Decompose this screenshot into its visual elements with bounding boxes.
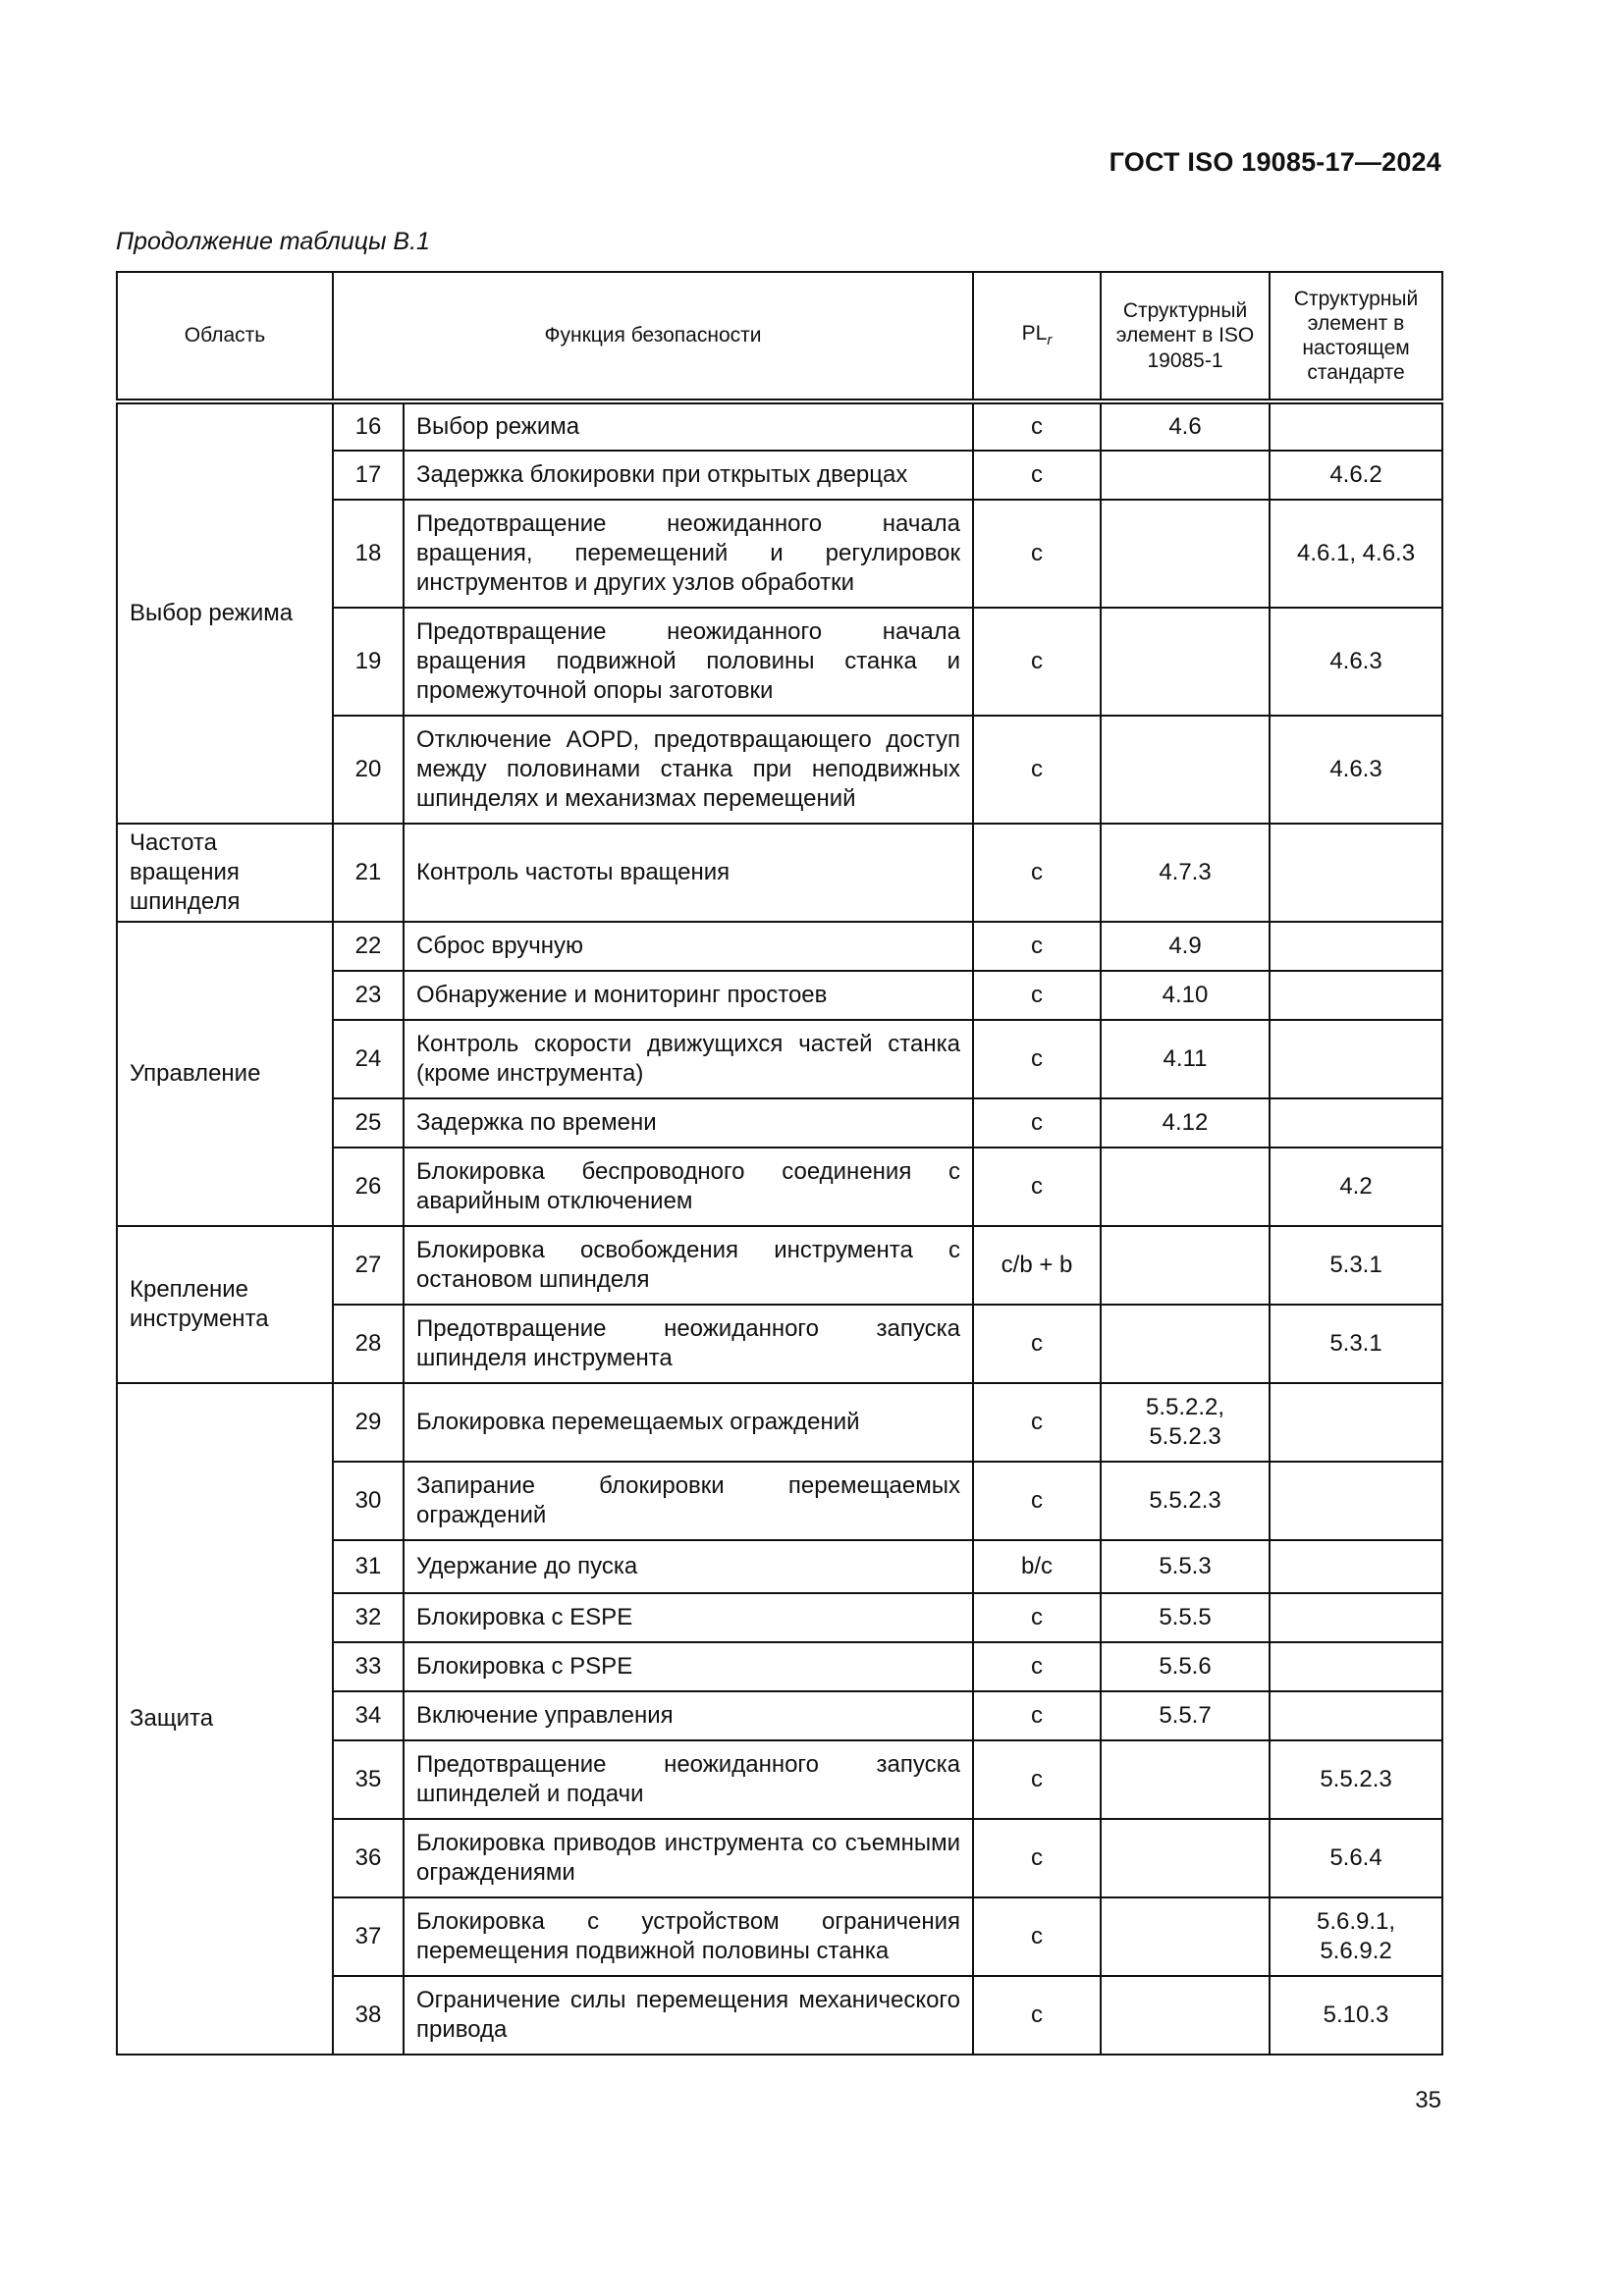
row-number-cell: 18 [333, 500, 404, 608]
column-header-pl [973, 272, 1101, 401]
pl-cell: c [973, 451, 1101, 500]
iso-ref-cell [1101, 1148, 1270, 1226]
pl-cell: c/b + b [973, 1226, 1101, 1305]
std-ref-cell [1270, 1593, 1442, 1642]
iso-ref-cell: 4.6 [1101, 401, 1270, 451]
row-number-cell: 17 [333, 451, 404, 500]
std-ref-cell: 5.3.1 [1270, 1305, 1442, 1383]
function-cell: Включение управления [404, 1691, 973, 1740]
pl-cell: c [973, 1020, 1101, 1098]
function-cell: Запирание блокировки перемещаемых ограждений [404, 1462, 973, 1540]
std-ref-cell [1270, 1383, 1442, 1462]
iso-ref-cell: 5.5.2.2, 5.5.2.3 [1101, 1383, 1270, 1462]
function-cell: Предотвращение неожиданного начала вращения, перемещений и регулировок инструментов и других узлов обработки [404, 500, 973, 608]
iso-ref-cell [1101, 1305, 1270, 1383]
function-cell: Контроль частоты вращения [404, 824, 973, 922]
function-cell: Предотвращение неожиданного запуска шпинделей и подачи [404, 1740, 973, 1819]
pl-cell: c [973, 971, 1101, 1020]
iso-ref-cell [1101, 451, 1270, 500]
function-cell: Предотвращение неожиданного запуска шпинделя инструмента [404, 1305, 973, 1383]
table-row [117, 1383, 1442, 1462]
pl-cell: b/c [973, 1540, 1101, 1593]
pl-cell: c [973, 922, 1101, 971]
std-ref-cell: 5.10.3 [1270, 1976, 1442, 2055]
row-number-cell: 20 [333, 716, 404, 824]
iso-ref-cell: 5.5.7 [1101, 1691, 1270, 1740]
function-cell: Обнаружение и мониторинг простоев [404, 971, 973, 1020]
iso-ref-cell [1101, 1897, 1270, 1976]
function-cell: Задержка блокировки при открытых дверцах [404, 451, 973, 500]
iso-ref-cell [1101, 1976, 1270, 2055]
std-ref-cell [1270, 1020, 1442, 1098]
pl-cell: c [973, 1819, 1101, 1897]
std-ref-cell: 5.3.1 [1270, 1226, 1442, 1305]
std-ref-cell [1270, 1642, 1442, 1691]
area-cell: Крепление инструмента [117, 1226, 333, 1383]
function-cell: Задержка по времени [404, 1098, 973, 1148]
std-ref-cell: 5.5.2.3 [1270, 1740, 1442, 1819]
function-cell: Блокировка с устройством ограничения перемещения подвижной половины станка [404, 1897, 973, 1976]
area-cell: Выбор режима [117, 401, 333, 824]
pl-cell: c [973, 1976, 1101, 2055]
pl-cell: c [973, 824, 1101, 922]
pl-cell: c [973, 401, 1101, 451]
function-cell: Блокировка приводов инструмента со съемными ограждениями [404, 1819, 973, 1897]
iso-ref-cell [1101, 500, 1270, 608]
std-ref-cell [1270, 971, 1442, 1020]
function-cell: Ограничение силы перемещения механического привода [404, 1976, 973, 2055]
area-cell: Управление [117, 922, 333, 1226]
table-body [117, 401, 1442, 2055]
std-ref-cell: 5.6.4 [1270, 1819, 1442, 1897]
pl-subscript: r [1047, 332, 1053, 349]
row-number-cell: 32 [333, 1593, 404, 1642]
std-ref-cell: 4.6.2 [1270, 451, 1442, 500]
std-ref-cell [1270, 401, 1442, 451]
function-cell: Блокировка с ESPE [404, 1593, 973, 1642]
area-cell: Защита [117, 1383, 333, 2055]
column-header-std-ref: Структурный элемент в настоящем стандарте [1270, 272, 1442, 401]
pl-cell: c [973, 1642, 1101, 1691]
function-cell: Контроль скорости движущихся частей станка (кроме инструмента) [404, 1020, 973, 1098]
table-row [117, 1226, 1442, 1305]
row-number-cell: 27 [333, 1226, 404, 1305]
std-ref-cell [1270, 1098, 1442, 1148]
row-number-cell: 34 [333, 1691, 404, 1740]
iso-ref-cell [1101, 1226, 1270, 1305]
iso-ref-cell: 5.5.5 [1101, 1593, 1270, 1642]
page-number: 35 [1415, 2087, 1441, 2113]
std-ref-cell: 4.2 [1270, 1148, 1442, 1226]
row-number-cell: 24 [333, 1020, 404, 1098]
iso-ref-cell: 5.5.6 [1101, 1642, 1270, 1691]
row-number-cell: 28 [333, 1305, 404, 1383]
std-ref-cell [1270, 922, 1442, 971]
pl-cell: c [973, 1593, 1101, 1642]
iso-ref-cell: 5.5.2.3 [1101, 1462, 1270, 1540]
iso-ref-cell [1101, 1740, 1270, 1819]
row-number-cell: 37 [333, 1897, 404, 1976]
std-ref-cell [1270, 1691, 1442, 1740]
iso-ref-cell [1101, 1819, 1270, 1897]
std-ref-cell: 4.6.1, 4.6.3 [1270, 500, 1442, 608]
pl-cell: c [973, 500, 1101, 608]
function-cell: Блокировка перемещаемых ограждений [404, 1383, 973, 1462]
pl-label: PL [1021, 322, 1048, 346]
row-number-cell: 16 [333, 401, 404, 451]
function-cell: Выбор режима [404, 401, 973, 451]
column-header-area: Область [117, 272, 333, 401]
area-cell: Частота вращения шпинделя [117, 824, 333, 922]
function-cell: Блокировка с PSPE [404, 1642, 973, 1691]
row-number-cell: 35 [333, 1740, 404, 1819]
pl-cell: c [973, 1897, 1101, 1976]
pl-cell: c [973, 716, 1101, 824]
pl-cell: c [973, 1305, 1101, 1383]
pl-cell: c [973, 1462, 1101, 1540]
function-cell: Удержание до пуска [404, 1540, 973, 1593]
iso-ref-cell: 5.5.3 [1101, 1540, 1270, 1593]
iso-ref-cell: 4.12 [1101, 1098, 1270, 1148]
table-caption: Продолжение таблицы В.1 [116, 228, 430, 255]
document-code: ГОСТ ISO 19085-17—2024 [1109, 147, 1441, 177]
safety-functions-table [116, 271, 1443, 2056]
table-row [117, 824, 1442, 922]
pl-cell: c [973, 1740, 1101, 1819]
std-ref-cell: 4.6.3 [1270, 716, 1442, 824]
column-header-iso-ref: Структурный элемент в ISO 19085-1 [1101, 272, 1270, 401]
iso-ref-cell [1101, 716, 1270, 824]
function-cell: Предотвращение неожиданного начала вращения подвижной половины станка и промежуточной опоры заготовки [404, 608, 973, 716]
std-ref-cell [1270, 1540, 1442, 1593]
pl-cell: c [973, 1691, 1101, 1740]
table-row [117, 922, 1442, 971]
row-number-cell: 22 [333, 922, 404, 971]
row-number-cell: 36 [333, 1819, 404, 1897]
function-cell: Сброс вручную [404, 922, 973, 971]
table-row [117, 401, 1442, 451]
pl-cell: c [973, 1148, 1101, 1226]
iso-ref-cell [1101, 608, 1270, 716]
std-ref-cell [1270, 824, 1442, 922]
row-number-cell: 30 [333, 1462, 404, 1540]
function-cell: Блокировка беспроводного соединения с аварийным отключением [404, 1148, 973, 1226]
std-ref-cell: 4.6.3 [1270, 608, 1442, 716]
row-number-cell: 23 [333, 971, 404, 1020]
row-number-cell: 25 [333, 1098, 404, 1148]
pl-cell: c [973, 1383, 1101, 1462]
pl-cell: c [973, 1098, 1101, 1148]
table-header-row [117, 272, 1442, 401]
row-number-cell: 26 [333, 1148, 404, 1226]
row-number-cell: 38 [333, 1976, 404, 2055]
std-ref-cell: 5.6.9.1, 5.6.9.2 [1270, 1897, 1442, 1976]
iso-ref-cell: 4.10 [1101, 971, 1270, 1020]
iso-ref-cell: 4.7.3 [1101, 824, 1270, 922]
row-number-cell: 21 [333, 824, 404, 922]
iso-ref-cell: 4.9 [1101, 922, 1270, 971]
column-header-function: Функция безопасности [333, 272, 973, 401]
function-cell: Отключение AOPD, предотвращающего доступ между половинами станка при неподвижных шпинделях и механизмах перемещений [404, 716, 973, 824]
function-cell: Блокировка освобождения инструмента с остановом шпинделя [404, 1226, 973, 1305]
row-number-cell: 29 [333, 1383, 404, 1462]
std-ref-cell [1270, 1462, 1442, 1540]
row-number-cell: 19 [333, 608, 404, 716]
iso-ref-cell: 4.11 [1101, 1020, 1270, 1098]
row-number-cell: 31 [333, 1540, 404, 1593]
row-number-cell: 33 [333, 1642, 404, 1691]
pl-cell: c [973, 608, 1101, 716]
